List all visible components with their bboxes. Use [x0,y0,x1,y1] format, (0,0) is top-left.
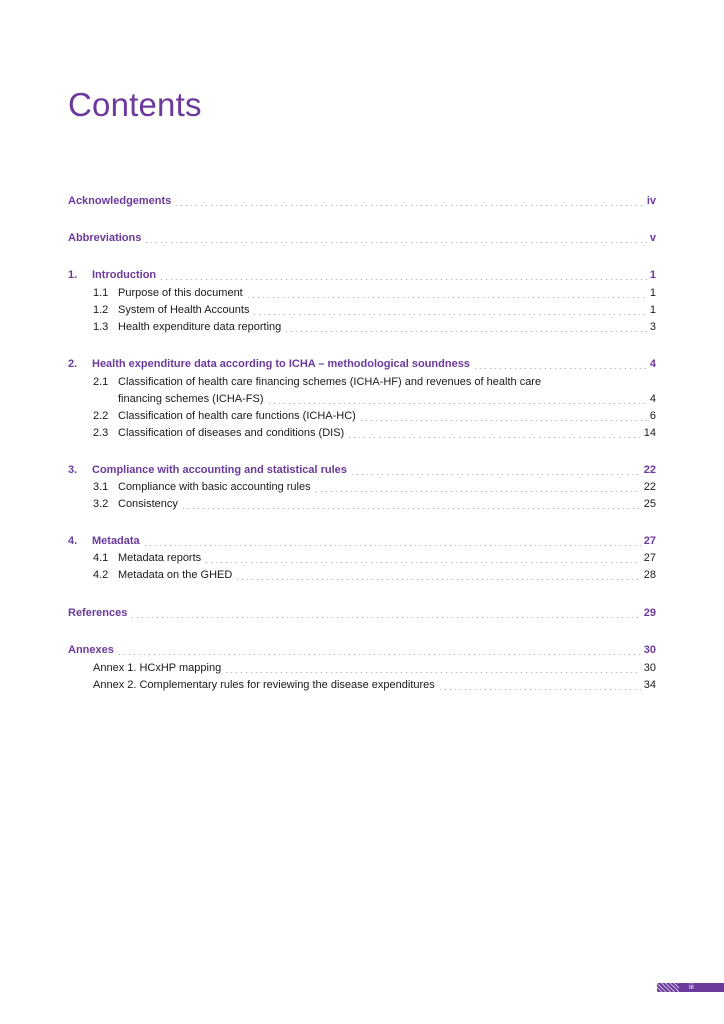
toc-entry-dis[interactable] [93,425,656,442]
toc-entry-accounting-rules[interactable] [93,479,656,496]
toc-entry-consistency[interactable] [93,496,656,513]
toc-label: Acknowledgements [68,195,172,207]
toc-label: Consistency [118,498,178,510]
toc-entry-metadata[interactable] [68,533,656,550]
toc-label: Abbreviations [68,232,142,244]
toc-page: 4 [649,358,656,370]
dot-leader [252,314,646,315]
toc-page: 30 [643,662,656,674]
toc-page: 1 [649,304,656,316]
toc-number: 2.1 [93,376,109,388]
toc-page: 22 [643,481,656,493]
toc-page: 4 [649,393,656,405]
footer-page-tab [657,983,724,992]
toc-page: 22 [643,464,656,476]
toc-page: 3 [649,321,656,333]
toc-label: Compliance with accounting and statistical rules [92,464,347,476]
dot-leader [438,689,641,690]
toc-number: 1.2 [93,304,109,316]
dot-leader [143,545,641,546]
dot-leader [359,420,647,421]
toc-entry-metadata-ghed[interactable] [93,567,656,584]
toc-label: Compliance with basic accounting rules [118,481,311,493]
toc-page: 30 [643,644,656,656]
toc-number: 3.2 [93,498,109,510]
toc-entry-annex-1[interactable] [93,660,656,677]
toc-page: v [649,232,656,244]
toc-entry-annex-2[interactable] [93,677,656,694]
toc-entry-compliance[interactable] [68,462,656,479]
toc-label: Classification of diseases and conditions (DIS) [118,427,345,439]
toc-label: Annex 1. HCxHP mapping [93,662,222,674]
dot-leader [314,491,641,492]
dot-leader [284,331,647,332]
toc-label: Health expenditure data reporting [118,321,282,333]
toc-number: 3.1 [93,481,109,493]
page-title: Contents [68,86,202,123]
toc-entry-abbreviations[interactable] [68,230,656,247]
toc-page: 6 [649,410,656,422]
toc-label: Metadata on the GHED [118,569,233,581]
toc-number: 3. [68,464,78,476]
toc-label: Introduction [92,269,157,281]
toc-label: Annex 2. Complementary rules for reviewing the disease expenditures [93,679,435,691]
dot-leader [130,617,640,618]
toc-label: Classification of health care financing schemes (ICHA-HF) and revenues of health care [118,376,542,388]
toc-entry-reporting[interactable] [93,319,656,336]
toc-label: Purpose of this document [118,287,243,299]
toc-label: System of Health Accounts [118,304,250,316]
toc-label: Health expenditure data according to ICHA – methodological soundness [92,358,470,370]
toc-label: Classification of health care functions (ICHA-HC) [118,410,356,422]
dot-leader [159,279,647,280]
toc-number: 1.3 [93,321,109,333]
toc-page: 25 [643,498,656,510]
toc-entry-icha[interactable] [68,356,656,373]
dot-leader [144,242,647,243]
dot-leader [267,403,647,404]
footer-page-number: iii [689,984,694,991]
dot-leader [473,368,647,369]
toc-number: 1. [68,269,78,281]
toc-page: 27 [643,535,656,547]
toc-entry-introduction[interactable] [68,267,656,284]
toc-page: 1 [649,269,656,281]
toc-label-continued: financing schemes (ICHA-FS) [118,393,264,405]
toc-number: 2. [68,358,78,370]
toc-number: 4.2 [93,569,109,581]
toc-number: 2.3 [93,427,109,439]
toc-entry-metadata-reports[interactable] [93,550,656,567]
toc-entry-hf[interactable] [118,391,656,408]
dot-leader [235,579,640,580]
dot-leader [224,672,641,673]
toc-label: Metadata reports [118,552,202,564]
dot-leader [350,474,641,475]
dot-leader [246,297,647,298]
footer-pattern [657,983,679,992]
toc-label: References [68,607,128,619]
toc-page: 28 [643,569,656,581]
toc-entry-hc[interactable] [93,408,656,425]
toc-entry-references[interactable] [68,605,656,622]
toc-entry-hf-first-line[interactable] [93,374,541,391]
toc-page: 34 [643,679,656,691]
toc-page: 29 [643,607,656,619]
toc-label: Annexes [68,644,114,656]
toc-page: 1 [649,287,656,299]
toc-page: iv [646,195,656,207]
toc-entry-annexes[interactable] [68,642,656,659]
toc-entry-purpose[interactable] [93,285,656,302]
toc-number: 1.1 [93,287,109,299]
toc-number: 4. [68,535,78,547]
toc-number: 2.2 [93,410,109,422]
toc-number: 4.1 [93,552,109,564]
toc-entry-sha[interactable] [93,302,656,319]
dot-leader [174,205,644,206]
toc-page: 27 [643,552,656,564]
dot-leader [347,437,641,438]
dot-leader [117,654,641,655]
toc-entry-acknowledgements[interactable] [68,193,656,210]
dot-leader [181,508,641,509]
toc-label: Metadata [92,535,140,547]
dot-leader [204,562,641,563]
toc-page: 14 [643,427,656,439]
